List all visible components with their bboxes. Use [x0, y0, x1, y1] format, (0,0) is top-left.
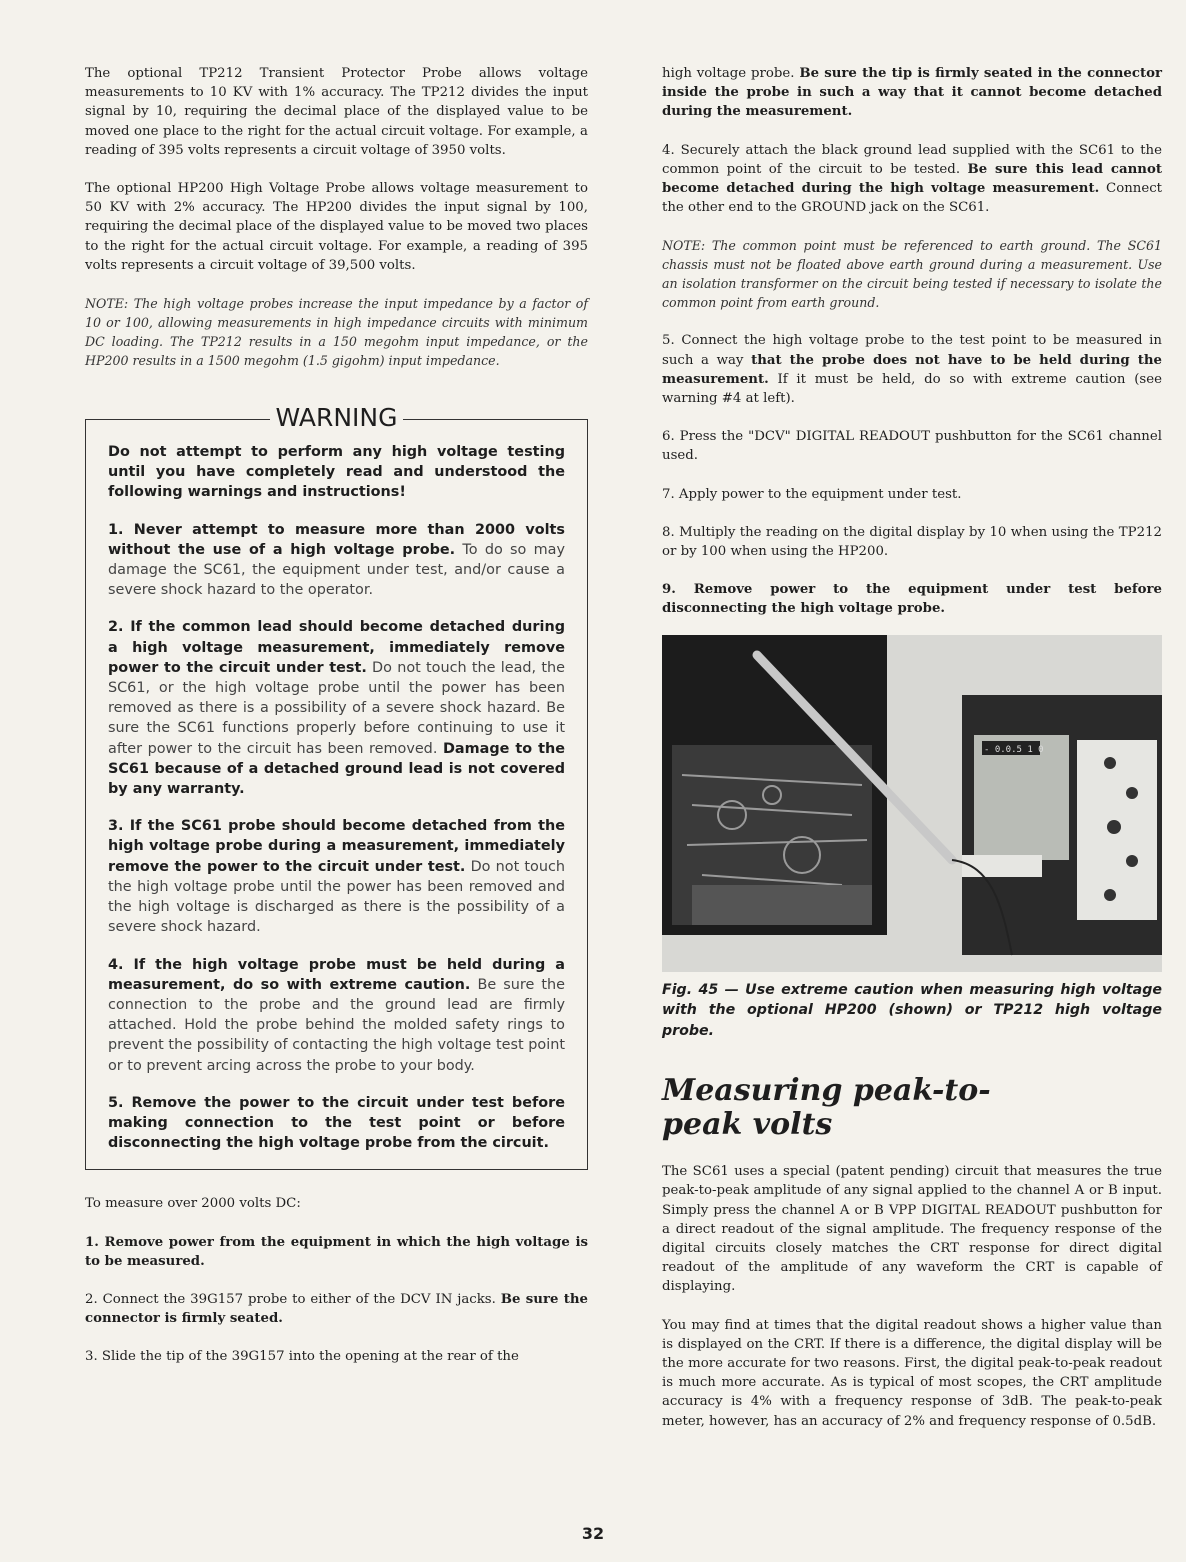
warning-item-3: 3. If the SC61 probe should become detached from the high voltage probe during a measurement, immediately remove the power to the circuit under test. Do not touch the high voltage probe until the power has been removed and the high voltage is discharged as there is the possibility of a severe shock hazard.	[108, 818, 565, 936]
digital-display-text: - 0.0.5 1 0	[984, 744, 1044, 755]
warning-item-2: 2. If the common lead should become detached during a high voltage measurement, immediately remove power to the circuit under test. Do not touch the lead, the SC61, or the high voltage probe until the power has been removed as there is a possibility of a severe shock hazard. Be sure the SC61 functions properly before continuing to use it after power to the circuit has been removed. Damage to the SC61 because of a detached ground lead is not covered by any warranty.	[108, 619, 566, 798]
left-column	[85, 64, 588, 1367]
right-column	[662, 64, 1162, 1431]
figure-caption: Fig. 45 — Use extreme caution when measuring high voltage with the optional HP200 (shown) or TP212 high voltage probe.	[662, 981, 1162, 1039]
impedance-note: NOTE: The high voltage probes increase the input impedance by a factor of 10 or 100, allowing measurements in high impedance circuits with minimum DC loading. The TP212 results in a 150 megohm input impedance, or the HP200 results in a 1500 megohm (1.5 gigohm) input impedance.	[85, 296, 588, 369]
step-2: 2. Connect the 39G157 probe to either of the DCV IN jacks. Be sure the connector is firmly seated.	[85, 1291, 588, 1327]
step-9: 9. Remove power to the equipment under test before disconnecting the high voltage probe.	[662, 582, 1162, 617]
tp212-paragraph: The optional TP212 Transient Protector Probe allows voltage measurements to 10 KV with 1% accuracy. The TP212 divides the input signal by 10, requiring the decimal place of the displayed value to be moved one place to the right for the actual circuit voltage. For example, a reading of 395 volts represents a circuit voltage of 3950 volts.	[85, 66, 588, 158]
hp200-paragraph: The optional HP200 High Voltage Probe allows voltage measurement to 50 KV with 2% accuracy. The HP200 divides the input signal by 100, requiring the decimal place of the displayed value to be moved two places to the right for the actual circuit voltage. For example, a reading of 395 volts represents a circuit voltage of 39,500 volts.	[85, 181, 588, 273]
warning-title: WARNING	[85, 403, 588, 433]
peak-to-peak-paragraph-1: The SC61 uses a special (patent pending) circuit that measures the true peak-to-peak amplitude of any signal applied to the channel A or B input. Simply press the channel A or B VPP DIGITAL READOUT pushbutton for a direct readout of the signal amplitude. The frequency response of the digital circuits closely matches the CRT response for direct digital readout of the amplitude of any waveform the CRT is capable of displaying.	[662, 1164, 1162, 1295]
figure-45-photo	[662, 635, 1162, 972]
tv-base	[692, 885, 872, 925]
step-1: 1. Remove power from the equipment in which the high voltage is to be measured.	[85, 1234, 588, 1269]
ground-note: NOTE: The common point must be referenced to earth ground. The SC61 chassis must not be floated above earth ground during a measurement. Use an isolation transformer on the circuit being tested if necessary to isolate the common point from earth ground.	[662, 238, 1162, 311]
section-heading: Measuring peak-to- peak volts	[662, 1073, 991, 1143]
probe-connector-panel	[962, 855, 1042, 877]
step-8: 8. Multiply the reading on the digital display by 10 when using the TP212 or by 100 when using the HP200.	[662, 524, 1162, 560]
page-number: 32	[581, 1524, 605, 1543]
warning-box	[85, 403, 588, 1170]
step-4: 4. Securely attach the black ground lead supplied with the SC61 to the common point of the circuit to be tested. Be sure this lead cannot become detached during the high voltage measurement. Connect the other end to the GROUND jack on the SC61.	[662, 142, 1162, 216]
step-7: 7. Apply power to the equipment under test.	[662, 486, 962, 502]
warning-item-4: 4. If the high voltage probe must be held during a measurement, do so with extreme caution. Be sure the connection to the probe and the ground lead are firmly attached. Hold the probe behind the molded safety rings to prevent the possibility of contacting the high voltage test point or to prevent arcing across the probe to your body.	[108, 956, 566, 1074]
step-5: 5. Connect the high voltage probe to the test point to be measured in such a way that the probe does not have to be held during the measurement. If it must be held, do so with extreme caution (see warning #4 at left).	[662, 333, 1162, 407]
warning-intro: Do not attempt to perform any high voltage testing until you have completely read and understood the following warnings and instructions!	[108, 444, 565, 501]
step-3: 3. Slide the tip of the 39G157 into the opening at the rear of the	[85, 1349, 519, 1365]
warning-item-5: 5. Remove the power to the circuit under test before making connection to the test point or before disconnecting the high voltage probe from the circuit.	[108, 1094, 565, 1152]
measure-intro: To measure over 2000 volts DC:	[85, 1196, 301, 1212]
step-6: 6. Press the "DCV" DIGITAL READOUT pushbutton for the SC61 channel used.	[662, 429, 1162, 464]
peak-to-peak-paragraph-2: You may find at times that the digital readout shows a higher value than is displayed on the CRT. If there is a difference, the digital display will be the more accurate for two reasons. First, the digital peak-to-peak readout is much more accurate. As is typical of most scopes, the CRT amplitude accuracy is 4% with a frequency response of 3dB. The peak-to-peak meter, however, has an accuracy of 2% and frequency response of 0.5dB.	[662, 1317, 1162, 1429]
step-3-continued: high voltage probe. Be sure the tip is firmly seated in the connector inside the probe in such a way that it cannot become detached during the measurement.	[662, 66, 1162, 120]
warning-item-1: 1. Never attempt to measure more than 2000 volts without the use of a high voltage probe. To do so may damage the SC61, the equipment under test, and/or cause a severe shock hazard to the operator.	[108, 521, 565, 599]
